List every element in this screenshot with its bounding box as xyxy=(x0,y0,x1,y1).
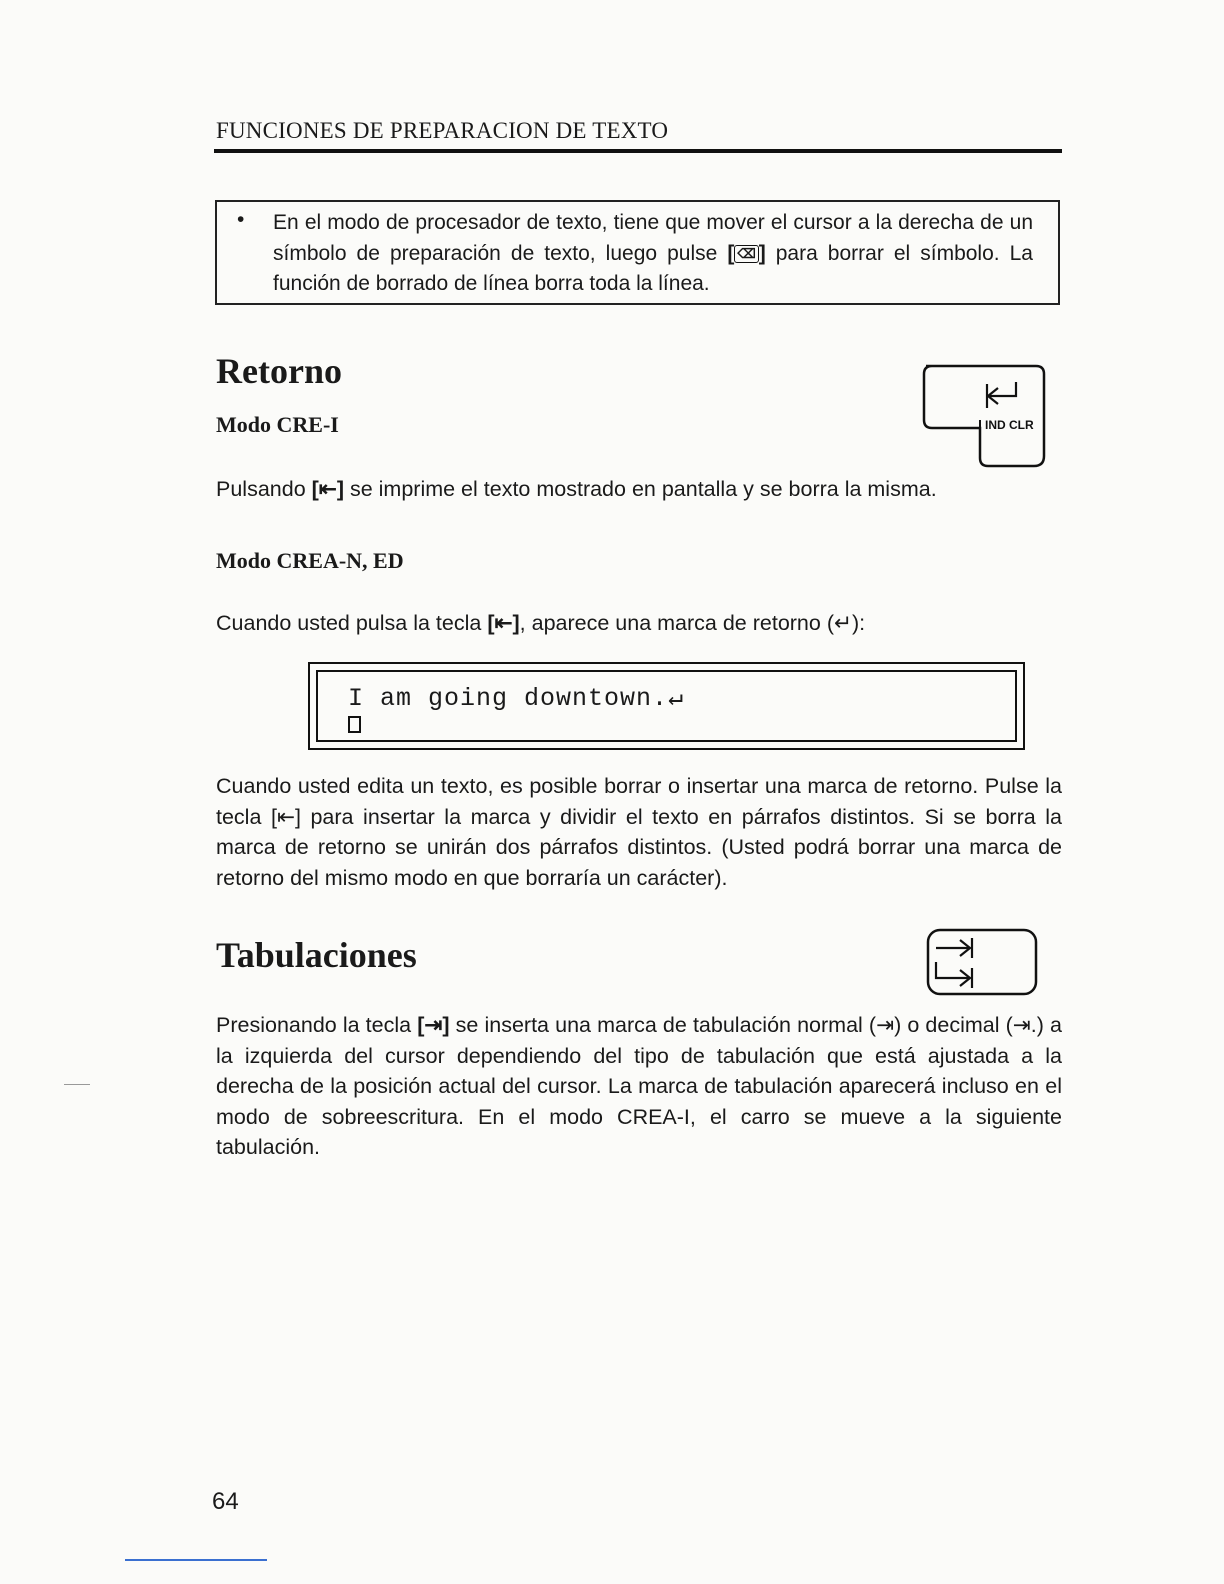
return-key-icon xyxy=(918,360,1048,470)
note-bullet: • xyxy=(237,208,245,231)
note-text-after: para borrar el símbolo. La función de borrado de línea borra toda la línea. xyxy=(273,241,1033,295)
section-title-tabulaciones: Tabulaciones xyxy=(216,935,417,975)
cursor-icon xyxy=(348,716,361,733)
running-header: FUNCIONES DE PREPARACION DE TEXTO xyxy=(216,118,669,143)
p2-before: Cuando usted pulsa la tecla xyxy=(216,611,488,635)
delete-key-icon: ⌫ xyxy=(734,245,758,263)
lcd-inner-frame xyxy=(316,670,1017,742)
note-text-before: En el modo de procesador de texto, tiene que mover el cursor a la derecha de un símbolo de preparación de texto, luego pulse xyxy=(273,211,1033,265)
paragraph-cre-i xyxy=(216,474,1066,505)
p4-before: Presionando la tecla xyxy=(216,1013,418,1037)
p1-return-key: [⇤] xyxy=(311,477,344,501)
lcd-display xyxy=(308,662,1025,750)
return-key-label: IND CLR xyxy=(985,418,1034,432)
note-key-open: [ xyxy=(727,241,735,265)
p2-after: , aparece una marca de retorno (↵): xyxy=(519,611,866,635)
margin-mark xyxy=(64,1084,90,1085)
tab-key-icon xyxy=(924,926,1040,998)
footer-blue-line xyxy=(125,1559,267,1561)
p4-after: se inserta una marca de tabulación normal (⇥) o decimal (⇥.) a la izquierda del cursor dependiendo del tipo de tabulación que está ajustada a la derecha de la posición actual del cursor. La marca de tabulación aparecerá incluso en el modo de sobreescritura. En el modo CREA-I, el carro se mueve a la siguiente tabulación. xyxy=(216,1013,1062,1159)
paragraph-crea-n xyxy=(216,608,1066,639)
p2-return-key: [⇤] xyxy=(487,611,520,635)
page-number: 64 xyxy=(212,1488,239,1515)
paragraph-tabulaciones xyxy=(216,1010,1062,1163)
section-title-retorno: Retorno xyxy=(216,351,342,391)
lcd-line-1: I am going downtown.↵ xyxy=(348,684,685,713)
lcd-cursor xyxy=(348,712,361,741)
note-box xyxy=(215,200,1060,305)
note-text xyxy=(273,208,1033,300)
paragraph-editing: Cuando usted edita un texto, es posible borrar o insertar una marca de retorno. Pulse la tecla [⇤] para insertar la marca y dividir el texto en párrafos distintos. Si se borra la marca de retorno se unirán dos párrafos distintos. (Usted podrá borrar una marca de retorno del mismo modo en que borraría un carácter). xyxy=(216,774,1062,890)
subtitle-mode-crea-n: Modo CREA-N, ED xyxy=(216,548,404,573)
subtitle-mode-cre-i: Modo CRE-I xyxy=(216,412,339,437)
p1-after: se imprime el texto mostrado en pantalla y se borra la misma. xyxy=(343,477,937,501)
p1-before: Pulsando xyxy=(216,477,312,501)
note-key-close: ] xyxy=(758,241,766,265)
p4-tab-key: [⇥] xyxy=(417,1013,450,1037)
header-rule xyxy=(214,149,1062,153)
